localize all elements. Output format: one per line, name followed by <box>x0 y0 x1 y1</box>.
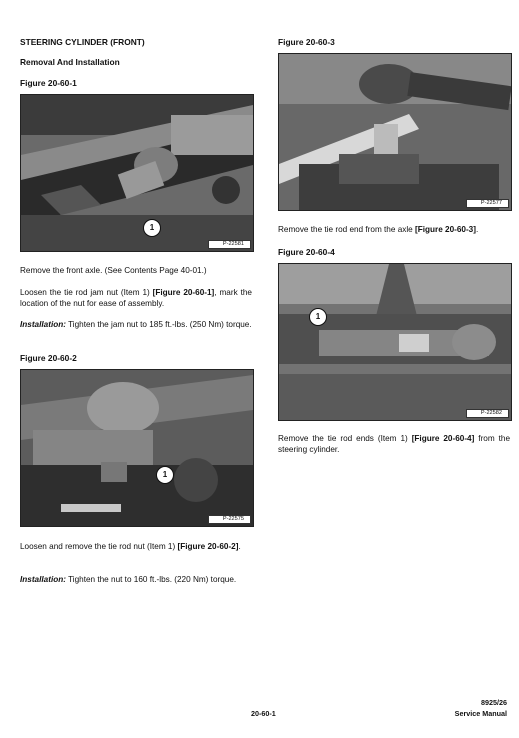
step-remove-axle: Remove the front axle. (See Contents Page 40-01.) <box>20 266 207 275</box>
callout-item-1: 1 <box>309 308 327 326</box>
photo-id: P-22577 <box>466 199 509 208</box>
figure-label-3: Figure 20-60-3 <box>278 37 335 47</box>
figure-20-60-1-photo <box>20 94 254 252</box>
callout-item-1: 1 <box>143 219 161 237</box>
figure-20-60-3-photo <box>278 53 512 211</box>
page-number: 20-60-1 <box>251 709 276 718</box>
figure-ref: [Figure 20-60-3] <box>415 225 476 234</box>
step-loosen-jam-nut: Loosen the tie rod jam nut (Item 1) [Figure 20-60-1], mark the location of the nut for ease of assembly. <box>20 288 252 308</box>
manual-name: Service Manual <box>454 709 507 718</box>
figure-label-2: Figure 20-60-2 <box>20 353 77 363</box>
figure-ref: [Figure 20-60-1] <box>152 288 215 297</box>
installation-note-1: Installation: Tighten the jam nut to 185 ft.-lbs. (250 Nm) torque. <box>20 320 252 329</box>
figure-label-1: Figure 20-60-1 <box>20 78 77 88</box>
step-remove-tie-rod-nut: Loosen and remove the tie rod nut (Item 1) [Figure 20-60-2]. <box>20 542 241 551</box>
figure-ref: [Figure 20-60-2] <box>177 542 239 551</box>
figure-20-60-4-photo <box>278 263 512 421</box>
document-number: 8925/26 <box>481 698 507 707</box>
installation-note-2: Installation: Tighten the nut to 160 ft.-lbs. (220 Nm) torque. <box>20 575 237 584</box>
figure-20-60-2-photo <box>20 369 254 527</box>
page-title: STEERING CYLINDER (FRONT) <box>20 37 145 47</box>
callout-item-1: 1 <box>156 466 174 484</box>
step-remove-tie-rod-end: Remove the tie rod end from the axle [Figure 20-60-3]. <box>278 225 479 234</box>
photo-id: P-22581 <box>208 240 251 249</box>
figure-label-4: Figure 20-60-4 <box>278 247 335 257</box>
section-subtitle: Removal And Installation <box>20 57 120 67</box>
photo-id: P-22582 <box>466 409 509 418</box>
figure-ref: [Figure 20-60-4] <box>411 434 475 443</box>
photo-id: P-22575 <box>208 515 251 524</box>
step-remove-tie-rod-ends: Remove the tie rod ends (Item 1) [Figure 20-60-4] from the steering cylinder. <box>278 434 511 454</box>
